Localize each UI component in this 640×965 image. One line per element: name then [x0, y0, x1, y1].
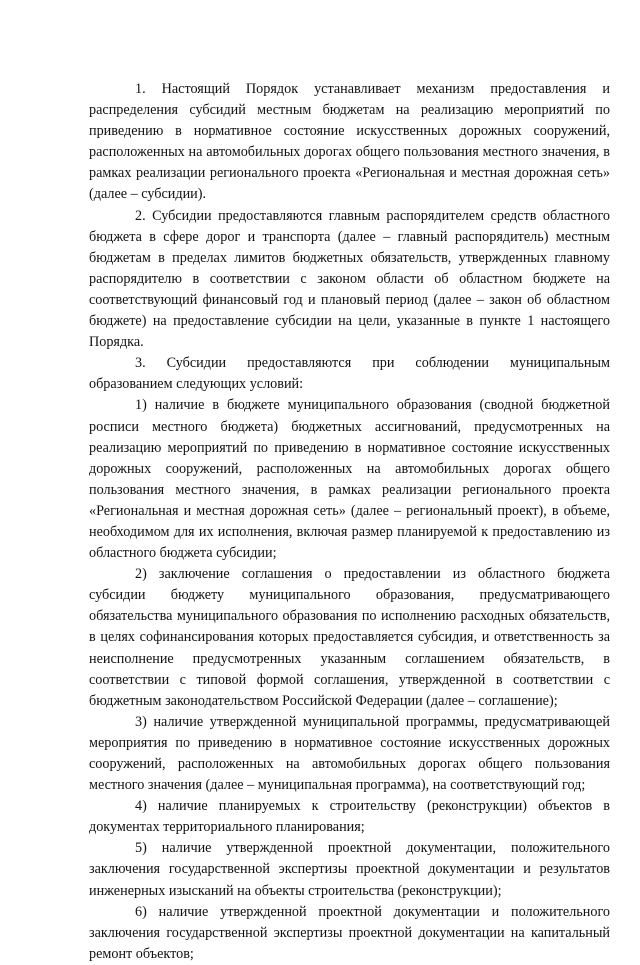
condition-6: 6) наличие утвержденной проектной документации и положительного заключения государственной экспертизы проектной документации на капитальный ремонт объектов;	[89, 903, 610, 962]
paragraph-2: 2. Субсидии предоставляются главным распорядителем средств областного бюджета в сфере дорог и транспорта (далее – главный распорядитель) местным бюджетам в пределах лимитов бюджетных обязательств, утвержденных главному распорядителю в соответствии с законом области об областном бюджете на соответствующий финансовый год и плановый период (далее – закон об областном бюджете) на предоставление субсидии на цели, указанные в пункте 1 настоящего Порядка.	[89, 207, 610, 351]
paragraph-3: 3. Субсидии предоставляются при соблюдении муниципальным образованием следующих условий:	[89, 355, 610, 393]
document-page	[89, 79, 610, 965]
condition-3: 3) наличие утвержденной муниципальной программы, предусматривающей мероприятия по приведению в нормативное состояние искусственных дорожных сооружений, расположенных на автомобильных дорогах общего пользования местного значения (далее – муниципальная программа), на соответствующий год;	[89, 713, 610, 794]
condition-5: 5) наличие утвержденной проектной документации, положительного заключения государственной экспертизы проектной документации и результатов инженерных изысканий на объекты строительства (реконструкции);	[89, 840, 610, 899]
paragraph-1: 1. Настоящий Порядок устанавливает механизм предоставления и распределения субсидий местным бюджетам на реализацию мероприятий по приведению в нормативное состояние искусственных дорожных сооружений, расположенных на автомобильных дорогах общего пользования местного значения, в рамках реализации регионального проекта «Региональная и местная дорожная сеть» (далее – субсидии).	[89, 81, 610, 203]
condition-1: 1) наличие в бюджете муниципального образования (сводной бюджетной росписи местного бюджета) бюджетных ассигнований, предусмотренных на реализацию мероприятий по приведению в нормативное состояние искусственных дорожных сооружений, расположенных на автомобильных дорогах общего пользования местного значения, в рамках реализации регионального проекта «Региональная и местная дорожная сеть» (далее – региональный проект), в объеме, необходимом для их исполнения, включая размер планируемой к предоставлению из областного бюджета субсидии;	[89, 397, 610, 562]
condition-2: 2) заключение соглашения о предоставлении из областного бюджета субсидии бюджету муниципального образования, предусматривающего обязательства муниципального образования по исполнению расходных обязательств, в целях софинансирования которых предоставляется субсидия, и ответственность за неисполнение предусмотренных указанным соглашением обязательств, в соответствии с типовой формой соглашения, утвержденной в соответствии с бюджетным законодательством Российской Федерации (далее – соглашение);	[89, 566, 610, 709]
condition-4: 4) наличие планируемых к строительству (реконструкции) объектов в документах территориального планирования;	[89, 798, 610, 836]
